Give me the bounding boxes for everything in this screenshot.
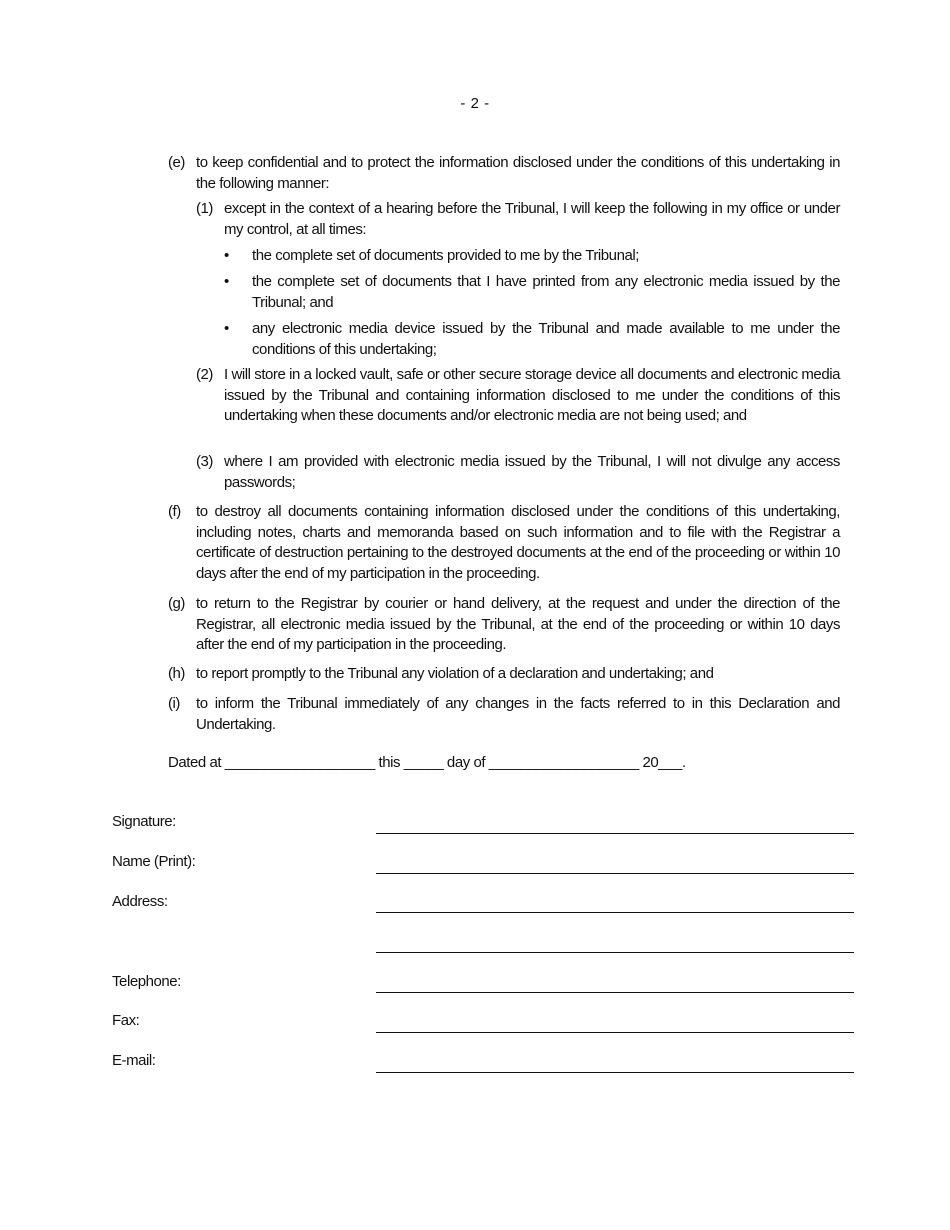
address-label: Address: <box>112 893 168 910</box>
clause-f-text: to destroy all documents containing information disclosed under the conditions of this undertaking, including notes, charts and memoranda based on such information and to file with the Registrar a certificate of destruction pertaining to the destroyed documents at the end of the proceeding or within 10 days after the end of my participation in the proceeding. <box>196 503 840 582</box>
bullet-icon: • <box>224 320 229 337</box>
clause-e-marker: (e) <box>168 154 185 171</box>
email-label: E-mail: <box>112 1052 156 1069</box>
clause-e-1-text: except in the context of a hearing before the Tribunal, I will keep the following in my office or under my control, at all times: <box>224 200 840 238</box>
clause-e-3-text: where I am provided with electronic media issued by the Tribunal, I will not divulge any access passwords; <box>224 453 840 491</box>
bullet-text-1: the complete set of documents provided to me by the Tribunal; <box>252 247 639 264</box>
clause-i <box>168 694 840 735</box>
clause-e-1 <box>196 199 840 240</box>
fax-line[interactable] <box>376 1032 854 1033</box>
clause-e-3 <box>196 452 840 493</box>
clause-f <box>168 502 840 584</box>
clause-h-marker: (h) <box>168 665 185 682</box>
list-item <box>224 319 840 360</box>
bullet-text-2: the complete set of documents that I have printed from any electronic media issued by the Tribunal; and <box>252 273 840 311</box>
clause-h <box>168 664 840 685</box>
clause-e <box>168 153 840 194</box>
address-line-2[interactable] <box>376 952 854 953</box>
clause-f-marker: (f) <box>168 503 181 520</box>
clause-g-text: to return to the Registrar by courier or hand delivery, at the request and under the direction of the Registrar, all electronic media issued by the Tribunal, at the end of the proceeding or within 10 days after the end of my participation in the proceeding. <box>196 595 840 653</box>
telephone-label: Telephone: <box>112 973 181 990</box>
clause-e-1-marker: (1) <box>196 200 213 217</box>
clause-e-2-text: I will store in a locked vault, safe or other secure storage device all documents and electronic media issued by the Tribunal and containing information disclosed to me under the conditions of this undertaking when these documents and/or electronic media are not being used; and <box>224 366 840 424</box>
clause-h-text: to report promptly to the Tribunal any violation of a declaration and undertaking; and <box>196 665 714 682</box>
name-label: Name (Print): <box>112 853 196 870</box>
name-line[interactable] <box>376 873 854 874</box>
signature-label: Signature: <box>112 813 176 830</box>
clause-e-3-marker: (3) <box>196 453 213 470</box>
bullet-icon: • <box>224 273 229 290</box>
email-line[interactable] <box>376 1072 854 1073</box>
clause-i-marker: (i) <box>168 695 180 712</box>
clause-e-2 <box>196 365 840 427</box>
clause-e-text: to keep confidential and to protect the information disclosed under the conditions of this undertaking in the following manner: <box>196 154 840 192</box>
page-number: - 2 - <box>460 95 490 112</box>
bullet-text-3: any electronic media device issued by the Tribunal and made available to me under the conditions of this undertaking; <box>252 320 840 358</box>
telephone-line[interactable] <box>376 992 854 993</box>
fax-label: Fax: <box>112 1012 140 1029</box>
signature-line[interactable] <box>376 833 854 834</box>
bullet-icon: • <box>224 247 229 264</box>
clause-i-text: to inform the Tribunal immediately of any changes in the facts referred to in this Declaration and Undertaking. <box>196 695 840 733</box>
dated-line: Dated at ___________________ this _____ day of ___________________ 20___. <box>168 754 686 771</box>
list-item <box>224 272 840 313</box>
clause-g <box>168 594 840 656</box>
clause-e-2-marker: (2) <box>196 366 213 383</box>
address-line-1[interactable] <box>376 912 854 913</box>
clause-g-marker: (g) <box>168 595 185 612</box>
list-item <box>224 246 840 267</box>
